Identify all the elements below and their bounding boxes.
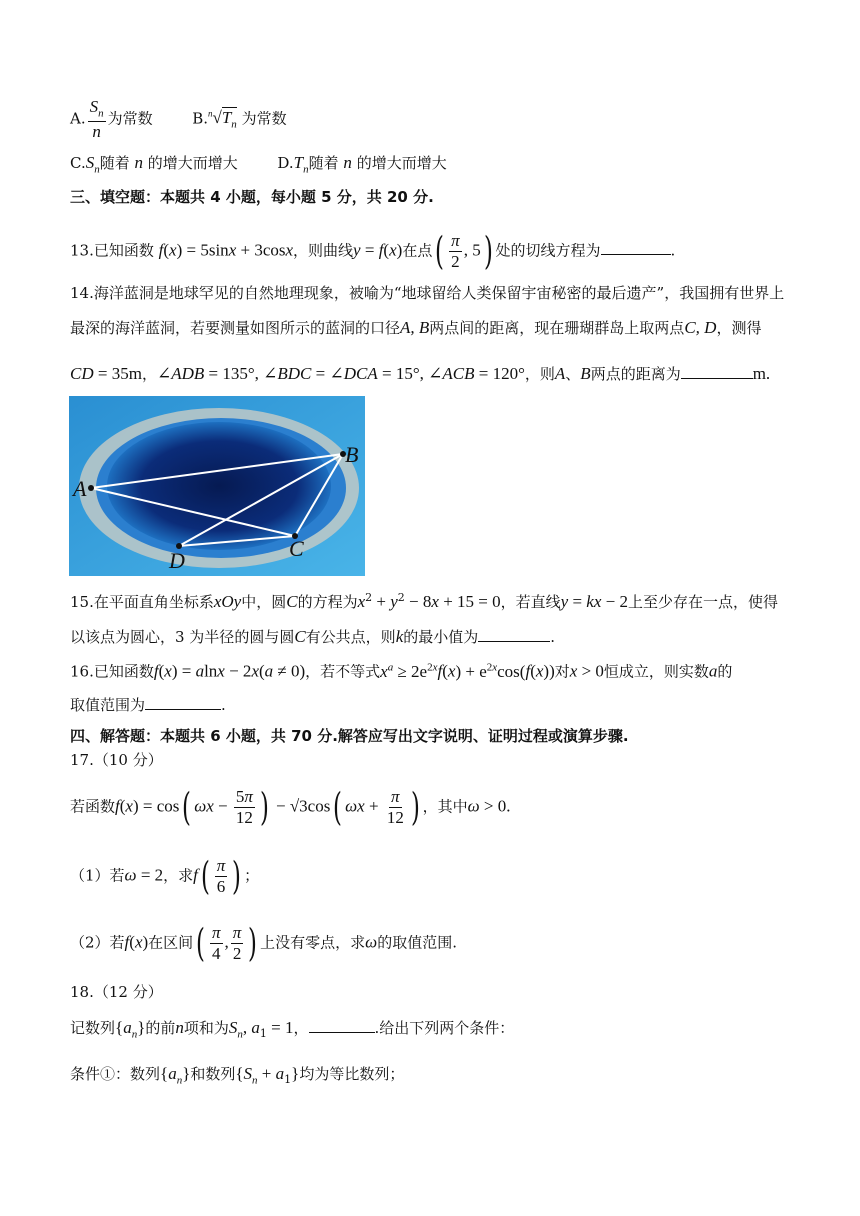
blue-hole-figure [69, 396, 365, 576]
q17-part1-end: ； [244, 866, 260, 885]
q17-part2d: 的取值范围. [377, 933, 457, 952]
q15-line1b: 中，圆 [241, 593, 287, 611]
q15-answer-blank [478, 641, 550, 642]
label-a: A [73, 476, 87, 501]
q16-line2 [70, 698, 226, 713]
q14-line2a: 最深的海洋蓝洞，若要测量如图所示的蓝洞的口径 [70, 319, 401, 337]
q15-line2b: 有公共点，则 [305, 628, 396, 646]
q15-line1e: 上至少存在一点，使得 [627, 593, 778, 611]
q15-line2: 以该点为圆心，3 为半径的圆与圆 [70, 628, 295, 646]
q15-line2: 以该点为圆心，3 为半径的圆与圆C有公共点，则k的最小值为 . [70, 627, 556, 646]
option-d-text: 随着 [308, 154, 339, 172]
q17-part1: （1）若ω = 2，求f( $\frac{\pi}{6}$ ) ； [70, 854, 260, 899]
q15-end: . [550, 628, 556, 646]
section3-heading: 三、填空题：本题共 4 小题，每小题 5 分，共 20 分. [70, 188, 434, 206]
q16-line1: 16.已知函数f(x) = alnx − 2x(a ≠ 0)，若不等式$x^a \ge 2e^{2x}f(x) + e^{2x}\cos(f(x))$对x > 0恒成立，则实数a的 [70, 661, 733, 681]
q16-answer-blank [145, 709, 221, 710]
label-d: D [169, 548, 185, 573]
q13-mid2: 在点 [402, 241, 433, 260]
q15-line2c: 的最小值为 [403, 628, 479, 646]
q17-part1a: （1）若 [70, 866, 125, 885]
q13-answer-blank [601, 254, 671, 255]
q14-unit: m. [752, 364, 771, 383]
q16-end: . [221, 696, 226, 714]
q14-line3b: ，则 [524, 365, 555, 383]
q16-line1c: 对 [554, 662, 570, 681]
q18-blank [309, 1032, 375, 1033]
q17-part2a: （2）若 [70, 933, 125, 952]
q16-line2: 取值范围为 [70, 696, 146, 714]
option-c-label: C. [70, 154, 86, 172]
q18-line1e: .给出下列两个条件： [374, 1019, 515, 1037]
q17-intro-text: 若函数 [70, 797, 116, 816]
q14-line3: CD = 35m，∠ADB = 135°, ∠BDC = ∠DCA = 15°, ∠ACB = 120°，则A、B两点的距离为 m. [70, 364, 771, 383]
q18-line1b: 的前 [145, 1019, 176, 1037]
q13-mid: ，则曲线 [293, 241, 354, 260]
q18-line1d: ， [293, 1019, 309, 1037]
q18-line1: 记数列$\{a_n\}$的前n项和为$S_n$, $a_1 = 1$， .给出下列两个条件： [70, 1018, 515, 1041]
option-a-fraction: $\frac{S_n}{n}$ [89, 97, 104, 141]
q14-answer-blank [681, 378, 753, 379]
q17-intro: 若函数f(x) = cos( ωx − $\frac{5\pi}{12}$ ) − √3cos( ωx + $\frac{\pi}{12}$ ) ，其中ω > 0. [70, 785, 511, 830]
q13-prefix: 13.已知函数 [70, 241, 154, 260]
q14-line3a: ， [141, 365, 157, 383]
q18-line1a: 记数列 [70, 1019, 116, 1037]
q17-header: 17.（10 分） [70, 751, 163, 769]
option-b-root: $^n√T_n$ [207, 108, 237, 131]
option-d-label: D. [277, 154, 294, 172]
q17-intro-end: ，其中 [422, 797, 468, 816]
q14-line2c: ，测得 [716, 319, 762, 337]
label-c: C [289, 536, 304, 561]
q17-part2b: 在区间 [148, 933, 194, 952]
option-b-label: B. [192, 109, 208, 128]
q16-line1d: 恒成立，则实数 [603, 662, 709, 681]
q14-line3c: 两点的距离为 [590, 365, 681, 383]
q18-header: 18.（12 分） [70, 983, 163, 1001]
q17-part2: （2）若f(x)在区间( $\frac{\pi}{4}$ , $\frac{\pi}{2}$ ) 上没有零点，求ω的取值范围. [70, 921, 457, 966]
q14-line2: 最深的海洋蓝洞，若要测量如图所示的蓝洞的口径A, B两点间的距离，现在珊瑚群岛上取两点C, D，测得 [70, 318, 762, 337]
q18-line1c: 项和为 [183, 1019, 229, 1037]
q14-line2b: 两点间的距离，现在珊瑚群岛上取两点 [429, 319, 685, 337]
option-c-text2: 的增大而增大 [147, 154, 238, 172]
q15-line1d: ，若直线 [500, 593, 561, 611]
option-c-text: 随着 [99, 154, 130, 172]
option-a-label: A. [70, 109, 86, 128]
q16-line1e: 的 [717, 662, 733, 681]
option-row-cd: $C.S_n$随着 n 的增大而增大 $D.T_n$随着 n 的增大而增大 [70, 153, 447, 176]
q15-line1: 15.在平面直角坐标系xOy中，圆C的方程为$x^2 + y^2 - 8x + 15 = 0$，若直线y = kx − 2上至少存在一点，使得 [70, 591, 778, 611]
q17-part2c: 上没有零点，求 [260, 933, 366, 952]
q13-end: . [670, 241, 676, 260]
option-d-text2: 的增大而增大 [356, 154, 447, 172]
q18-line2c: 均为等比数列； [299, 1065, 405, 1083]
q18-line2: 条件①：数列$\{a_n\}$和数列$\{S_n + a_1\}$均为等比数列； [70, 1064, 405, 1087]
q18-line2b: 和数列 [190, 1065, 236, 1083]
q15-line1a: 15.在平面直角坐标系 [70, 593, 214, 611]
option-b-text: 为常数 [241, 109, 287, 128]
q17-part1b: ，求 [163, 866, 194, 885]
q14-line1: 14.海洋蓝洞是地球罕见的自然地理现象，被喻为“地球留给人类保留宇宙秘密的最后遗产”，我国拥有世界上 [70, 284, 785, 302]
question-13: 13.已知函数 f(x) = 5sinx + 3cosx，则曲线y = f(x)在点( $\frac{\pi}{2}$ , 5) 处的切线方程为 . [70, 229, 676, 274]
section4-heading: 四、解答题：本题共 6 小题，共 70 分.解答应写出文字说明、证明过程或演算步骤. [70, 727, 629, 745]
q18-line2a: 条件①：数列 [70, 1065, 161, 1083]
label-b: B [345, 442, 359, 467]
q16-line1b: ，若不等式 [305, 662, 381, 681]
q16-line1a: 16.已知函数 [70, 662, 154, 681]
option-a-text: 为常数 [107, 109, 153, 128]
q15-line1c: 的方程为 [297, 593, 358, 611]
q13-suffix: 处的切线方程为 [495, 241, 601, 260]
option-row-ab [70, 98, 287, 141]
